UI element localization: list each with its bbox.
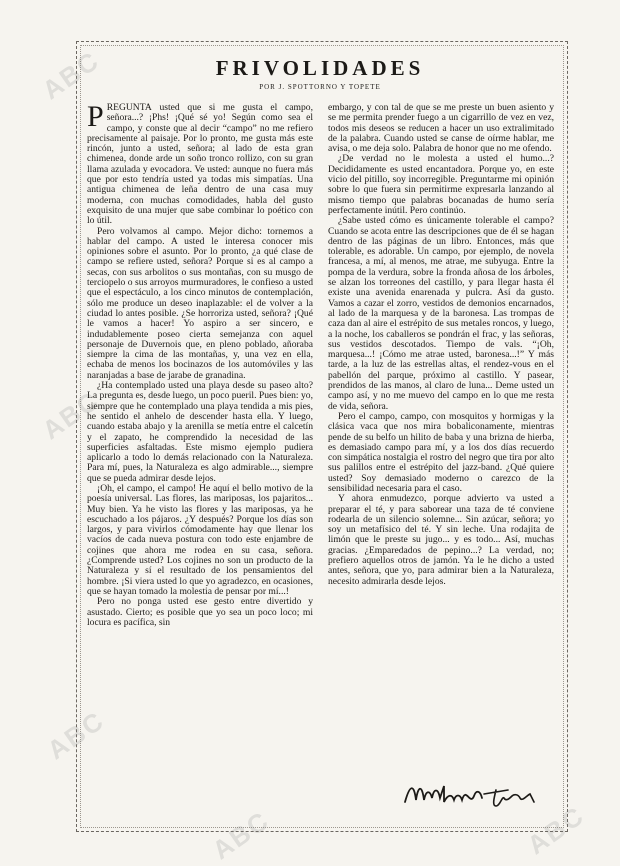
left-column (87, 100, 313, 628)
watermark: ABC (36, 44, 106, 106)
paragraph: ¿Ha contemplado usted una playa desde su paseo alto? La pregunta es, desde luego, un poco pueril. Pues bien: yo, siempre que he contemplado una playa tendida a mis pies, he sentido el anhelo de descender hasta ella. Y luego, cuando estaba abajo y la arenilla se metía entre el calcetín y el zapato, he comprendido la necesidad de las superficies asfaltadas. Este mismo ejemplo pudiera aplicarlo a todo lo demás relacionado con la Naturaleza. Para mí, pues, la Naturaleza es algo admirable..., siempre que se pueda admirar desde lejos. (87, 380, 313, 484)
drop-cap: P (87, 100, 104, 133)
paragraph: Y ahora enmudezco, porque advierto va usted a preparar el té, y para saborear una taza de té conviene rodearla de un silencio solemne... Sin azúcar, señora; yo soy un metafísico del té. Y sin leche. Una rodajita de limón que le preste su jugo... y es todo... Así, muchas gracias. ¿Emparedados de pepino...? La verdad, no; prefiero aquellos otros de jamón. Ya le he dicho a usted antes, señora, que yo, para admirar bien a la Naturaleza, necesito admirarla desde lejos. (328, 493, 554, 587)
paragraph: ¿De verdad no le molesta a usted el humo...? Decididamente es usted encantadora. Porque yo, en este vicio del pitillo, soy incorregible. Preguntarme mi opinión sobre lo que fuera sin permitirme expresarla lanzando al mismo tiempo que palabras bocanadas de humo sería perfectamente inútil. Pero continúo. (328, 153, 554, 216)
watermark: ABC (521, 799, 591, 861)
watermark: ABC (36, 384, 106, 446)
article-title: FRIVOLIDADES (215, 56, 425, 80)
right-column (328, 103, 554, 587)
paragraph: ¿Sabe usted cómo es únicamente tolerable el campo? Cuando se acota entre las descripciones que de él se hagan dentro de las páginas de un libro. Entonces, más que tolerable, es adorable. Un campo, por ejemplo, de novela francesa, a mí, al menos, me atrae, me subyuga. Entre la pompa de la verdura, sobre la fronda añosa de los árboles, se alzan los torreones del castillo, y para llegar hasta él existe una avenida enarenada y pulcra. Así da gusto. Vamos a cazar el zorro, vestidos de demonios encarnados, al lado de la marquesa y de la baronesa. Las trompas de caza dan al aire el estrépito de sus metales roncos, y luego, a la noche, los caballeros se pondrán el frac, y las señoras, sus vestidos descotados. Tiempo de vals. “¡Oh, marquesa...! ¡Cómo me atrae usted, baronesa...!” Y más tarde, a la luz de las estrellas altas, el rendez-vous en el pabellón del parque, próximo al castillo. Y pasear, prendidos de las manos, al claro de luna... Deme usted un campo así, y no me muevo del campo en lo que me resta de vida, señora. (328, 215, 554, 412)
watermark: ABC (41, 704, 111, 766)
watermark: ABC (206, 804, 276, 866)
opening-word: REGUNTA (106, 102, 152, 113)
signature-scribble (400, 776, 540, 812)
paragraph: embargo, y con tal de que se me preste un buen asiento y se me permita prender fuego a un cigarrillo de vez en vez, todos mis deseos se reducen a hacer un uso extralimitado de la palabra. Cuando usted se canse de oírme hablar, me avisa, o me deja solo. Palabra de honor que no me ofendo. (328, 102, 554, 155)
article-byline: POR J. SPOTTORNO Y TOPETE (259, 83, 381, 91)
paragraph: Pero el campo, campo, con mosquitos y hormigas y la clásica vaca que nos mira bobaliconamente, mientras pende de su belfo un hilito de baba y una brizna de hierba, es demasiado campo para mí, y a los dos días recuerdo con simpática nostalgia el rostro del negro que tira por alto sus palillos entre el estrépito del jazz-band. ¿Qué quiere usted? Soy demasiado moderno o carezco de la sensibilidad necesaria para el caso. (328, 410, 554, 494)
paragraph: ¡Oh, el campo, el campo! He aquí el bello motivo de la poesía universal. Las flores, las mariposas, los pajaritos... Muy bien. Ya he visto las flores y las mariposas, ya he escuchado a los pájaros. ¿Y después? Porque los días son largos, y para vivirlos cómodamente hay que llenar los vacíos de cada nueva postura con todo este enjambre de cojines que ahora me rodea en su casa, señora. ¿Comprende usted? Los cojines no son un producto de la Naturaleza y sí el resultado de los pensamientos del hombre. ¡Si viera usted lo que yo agradezco, en ocasiones, que se hayan tomado la molestia de pensar por mí...! (87, 482, 313, 597)
author-signature (400, 776, 540, 817)
paragraph (87, 100, 313, 227)
paragraph-text: usted que si me gusta el campo, señora...? ¡Phs! ¡Qué sé yo! Según como sea el campo, y conste que al decir “campo” no me refiero precisamente al paisaje. Por lo pronto, me gusta más este rincón, junto a usted, señora; al lado de esta gran chimenea, donde arde un soño tronco rollizo, con su gran llama azulada y evocadora. Ve usted: aunque no fuera más que por esto tendría usted ya todas mis simpatías. Una antigua chimenea de leña dentro de una casa muy moderna, con muchas comodidades, habla del gusto exquisito de una mujer que sabe combinar lo poético con lo útil. (87, 102, 313, 227)
paragraph: Pero no ponga usted ese gesto entre divertido y asustado. Cierto; es posible que yo sea un poco loco; mi locura es pacífica, sin (87, 596, 313, 628)
paragraph: Pero volvamos al campo. Mejor dicho: tornemos a hablar del campo. A usted le interesa conocer mis opiniones sobre el asunto. Por lo pronto, ¿a qué clase de campo se refiere usted, señora? Porque si es al campo a secas, con sus arbolitos o sus montañas, con su musgo de terciopelo o sus arroyos murmuradores, le confieso a usted que el espectáculo, a los cinco minutos de contemplación, sólo me produce un deseo inaplazable: el de volver a la ciudad lo antes posible. ¿Se horroriza usted, señora? ¡Qué le vamos a hacer! Yo aspiro a ser sincero, e indudablemente poseo cierta semejanza con aquel personaje de Duvernois que, en pleno poblado, añoraba siempre la cima de las montañas, y, una vez en ella, echaba de menos los bocinazos de los automóviles y las naranjadas a base de jarabe de granadina. (87, 225, 313, 381)
